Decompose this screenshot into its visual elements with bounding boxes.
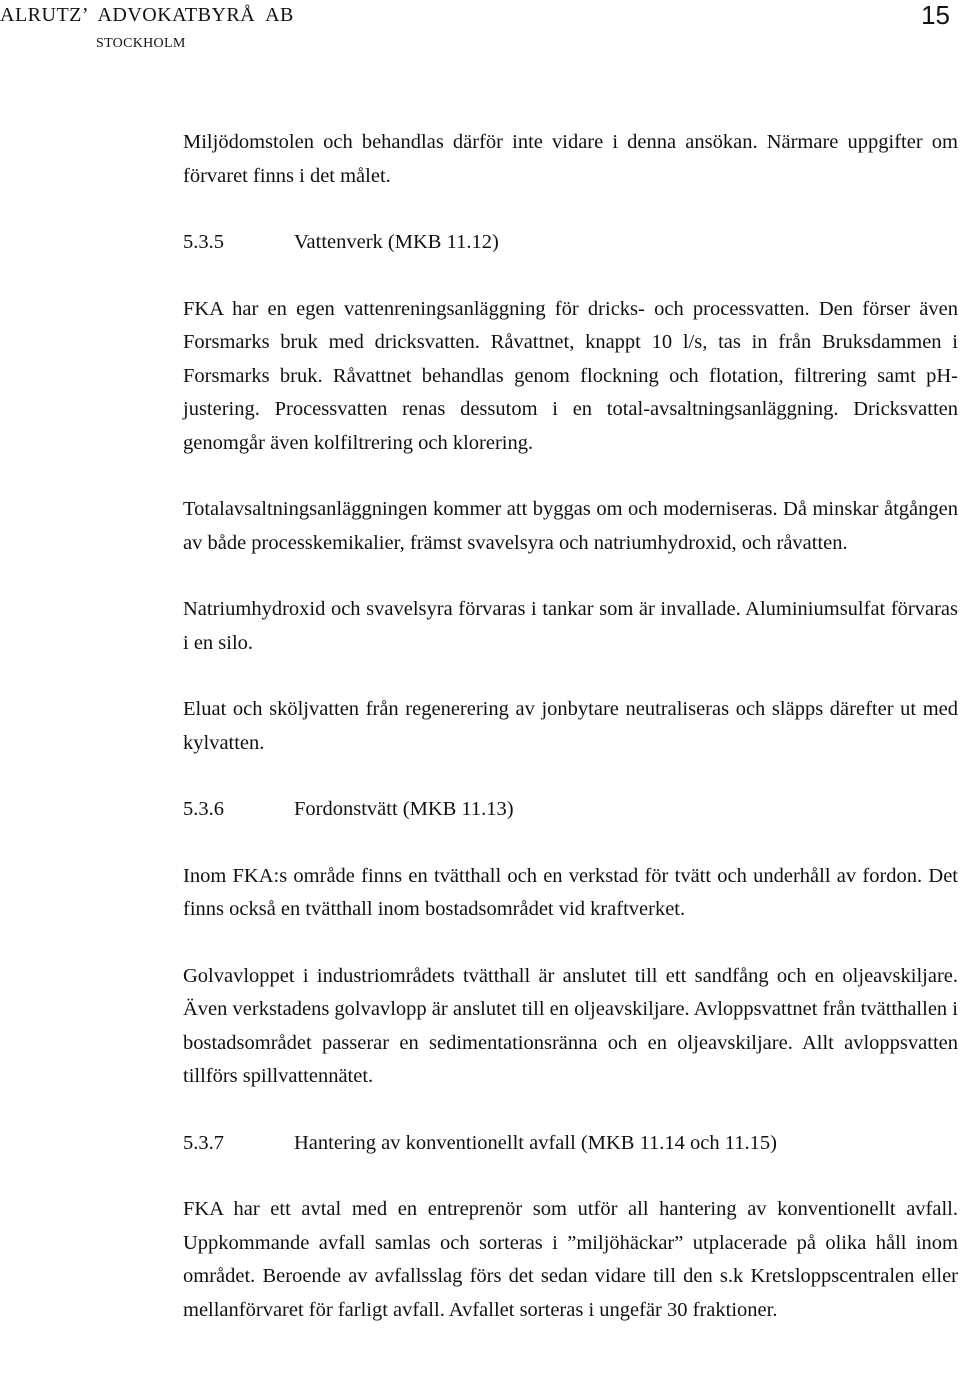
section-heading-5-3-5	[183, 226, 958, 260]
document-body	[183, 126, 958, 1327]
paragraph-golvavlopp: Golvavloppet i industriområdets tvätthall är anslutet till ett sandfång och en oljeavskiljare. Även verkstadens golvavlopp är anslutet till en oljeavskiljare. Avloppsvattnet från tvätthallen i bostadsområdet passerar en sedimentationsränna och en oljeavskiljare. Allt avloppsvatten tillförs spillvattennätet.	[183, 964, 958, 1087]
section-title: Fordonstvätt (MKB 11.13)	[294, 798, 514, 820]
paragraph-vattenrening: FKA har en egen vattenreningsanläggning för dricks- och processvatten. Den förser även Forsmarks bruk med dricksvatten. Råvattnet, knappt 10 l/s, tas in från Bruksdammen i Forsmarks bruk. Råvattnet behandlas genom flockning och flotation, filtrering samt pH-justering. Processvatten renas dessutom i en total-avsaltningsanläggning. Dricksvatten genomgår även kolfiltrering och klorering.	[183, 297, 958, 454]
paragraph-avfall: FKA har ett avtal med en entreprenör som utför all hantering av konventionellt avfall. Uppkommande avfall samlas och sorteras i ”miljöhäckar” utplacerade på olika håll inom området. Beroende av avfallsslag förs det sedan vidare till den s.k Kretsloppscentralen eller mellanförvaret för farligt avfall. Avfallet sorteras i ungefär 30 fraktioner.	[183, 1198, 958, 1321]
firm-city: STOCKHOLM	[96, 36, 186, 51]
paragraph-eluat: Eluat och sköljvatten från regenerering av jonbytare neutraliseras och släpps därefter ut med kylvatten.	[183, 698, 958, 754]
paragraph-tvatthall: Inom FKA:s område finns en tvätthall och en verkstad för tvätt och underhåll av fordon. Det finns också en tvätthall inom bostadsområdet vid kraftverket.	[183, 864, 958, 920]
section-heading-5-3-7	[183, 1127, 958, 1161]
section-number: 5.3.7	[183, 1131, 224, 1154]
paragraph-totalavsaltning: Totalavsaltningsanläggningen kommer att byggas om och moderniseras. Då minskar åtgången av både processkemikalier, främst svavelsyra och natriumhydroxid, och råvatten.	[183, 498, 958, 554]
section-title: Hantering av konventionellt avfall (MKB 11.14 och 11.15)	[294, 1131, 777, 1154]
section-number: 5.3.6	[183, 798, 224, 820]
firm-name: ALRUTZ’ ADVOKATBYRÅ AB	[0, 4, 294, 26]
section-heading-5-3-6	[183, 793, 958, 827]
section-title: Vattenverk (MKB 11.12)	[294, 231, 499, 253]
section-number: 5.3.5	[183, 231, 224, 253]
page-number: 15	[921, 0, 950, 30]
paragraph-kemikalier: Natriumhydroxid och svavelsyra förvaras i tankar som är invallade. Aluminiumsulfat förvaras i en silo.	[183, 598, 958, 654]
paragraph-intro: Miljödomstolen och behandlas därför inte vidare i denna ansökan. Närmare uppgifter om förvaret finns i det målet.	[183, 131, 958, 187]
